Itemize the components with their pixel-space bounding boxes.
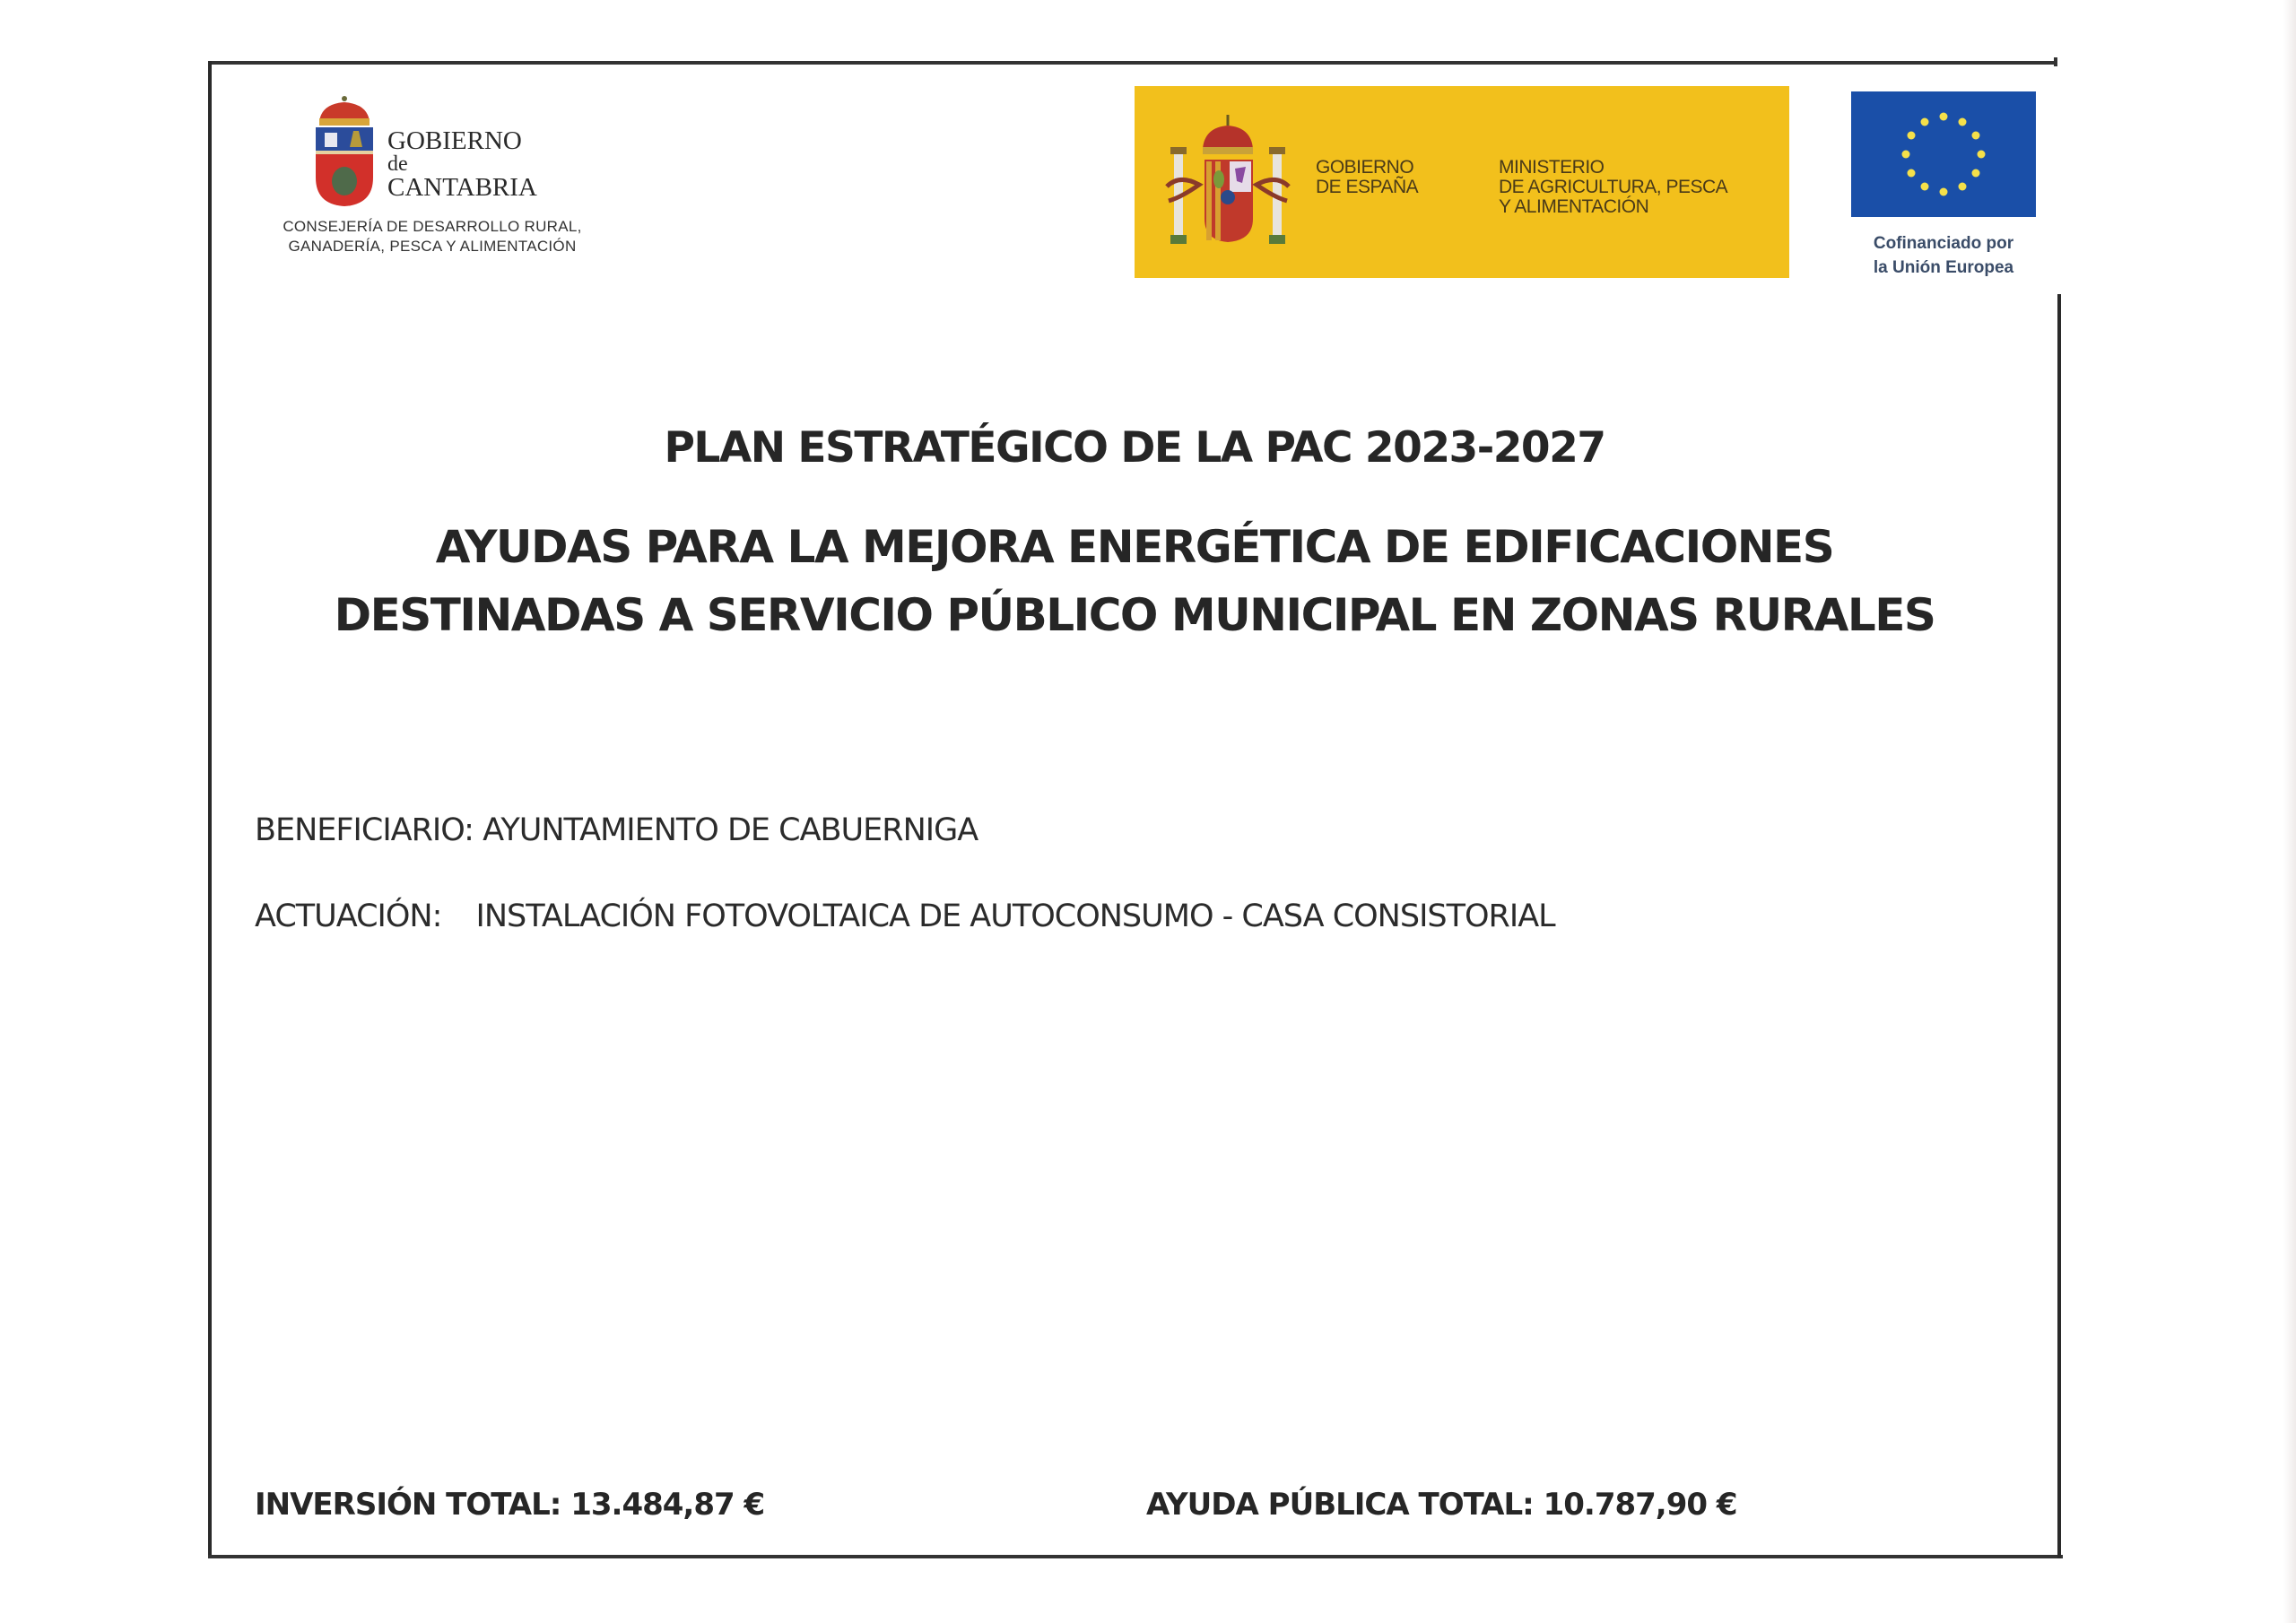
inversion-label: INVERSIÓN TOTAL: bbox=[255, 1487, 561, 1523]
cantabria-name-line1: GOBIERNO bbox=[387, 126, 522, 155]
ayuda-value: 10.787,90 € bbox=[1543, 1487, 1737, 1523]
plan-title: PLAN ESTRATÉGICO DE LA PAC 2023-2027 bbox=[664, 423, 1605, 473]
cantabria-name-line3: CANTABRIA bbox=[387, 173, 537, 202]
gobierno-cantabria-logo bbox=[253, 90, 630, 269]
frame-border-top bbox=[210, 61, 2057, 65]
frame-border-bottom bbox=[208, 1555, 2063, 1558]
ministry-text bbox=[1499, 158, 1727, 217]
cantabria-department-line1: CONSEJERÍA DE DESARROLLO RURAL, bbox=[283, 218, 582, 235]
ministry-line1: MINISTERIO bbox=[1499, 157, 1605, 178]
cantabria-name bbox=[387, 127, 537, 201]
beneficiario-value: AYUNTAMIENTO DE CABUERNIGA bbox=[483, 812, 978, 848]
ayudas-title-line2: DESTINADAS A SERVICIO PÚBLICO MUNICIPAL EN ZONAS RURALES bbox=[334, 589, 1935, 641]
inversion-value: 13.484,87 € bbox=[570, 1487, 765, 1523]
frame-border-left bbox=[208, 61, 212, 1558]
actuacion-field bbox=[255, 898, 1555, 934]
spain-coat-of-arms-icon bbox=[1163, 111, 1292, 251]
spain-government-text bbox=[1316, 158, 1418, 197]
eu-flag-icon bbox=[1851, 91, 2036, 217]
beneficiario-field bbox=[255, 812, 978, 848]
cantabria-department-line2: GANADERÍA, PESCA Y ALIMENTACIÓN bbox=[288, 238, 577, 255]
ayudas-title bbox=[215, 513, 2054, 649]
cantabria-department bbox=[253, 217, 612, 256]
inversion-total bbox=[255, 1487, 764, 1523]
ayudas-title-line1: AYUDAS PARA LA MEJORA ENERGÉTICA DE EDIFICACIONES bbox=[435, 521, 1834, 573]
actuacion-label: ACTUACIÓN: bbox=[255, 898, 442, 934]
actuacion-value: INSTALACIÓN FOTOVOLTAICA DE AUTOCONSUMO - CASA CONSISTORIAL bbox=[475, 898, 1555, 934]
title-block bbox=[215, 421, 2054, 649]
ministry-line3: Y ALIMENTACIÓN bbox=[1499, 196, 1649, 217]
gobierno-espana-logo bbox=[1135, 86, 1789, 278]
eu-caption-line1: Cofinanciado por bbox=[1873, 234, 2014, 253]
beneficiario-label: BENEFICIARIO: bbox=[255, 812, 474, 848]
page-edge bbox=[2283, 0, 2296, 1623]
frame-border-top-cap bbox=[2054, 57, 2057, 66]
cantabria-coat-of-arms-icon bbox=[312, 95, 377, 208]
frame-border-right bbox=[2057, 294, 2061, 1558]
eu-caption bbox=[1849, 231, 2038, 280]
spain-gov-line1: GOBIERNO bbox=[1316, 157, 1414, 178]
ministry-line2: DE AGRICULTURA, PESCA bbox=[1499, 177, 1728, 197]
ayuda-label: AYUDA PÚBLICA TOTAL: bbox=[1146, 1487, 1534, 1523]
spain-gov-line2: DE ESPAÑA bbox=[1316, 177, 1419, 197]
eu-caption-line2: la Unión Europea bbox=[1873, 258, 2014, 277]
cantabria-name-line2: de bbox=[387, 152, 408, 176]
eu-cofinanced-logo bbox=[1849, 90, 2038, 305]
ayuda-publica-total bbox=[1146, 1487, 1737, 1523]
